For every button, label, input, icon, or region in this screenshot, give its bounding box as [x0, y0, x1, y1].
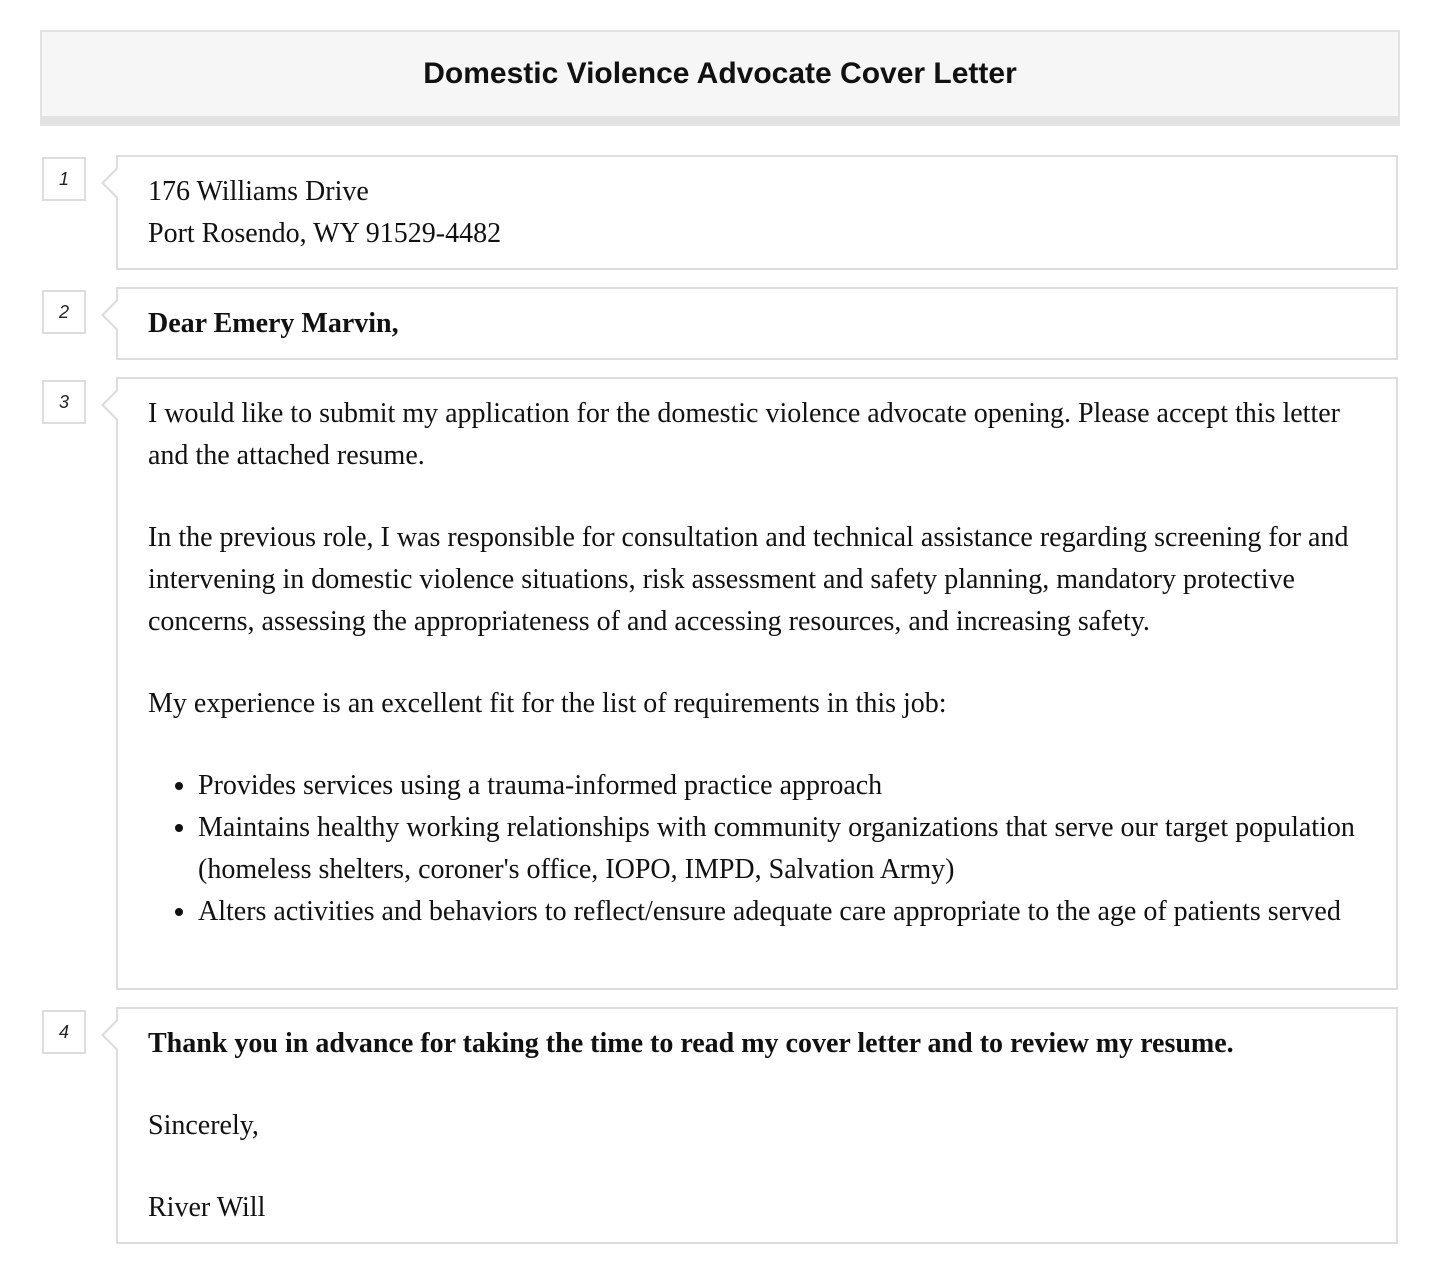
closing-statement: Thank you in advance for taking the time to read my cover letter and to review my resume. — [148, 1028, 1234, 1059]
document-title-bar — [40, 30, 1400, 126]
address-line-2: Port Rosendo, WY 91529-4482 — [148, 218, 502, 249]
address-section — [116, 155, 1398, 270]
paragraph-spacer — [148, 477, 1366, 517]
signature-name: River Will — [148, 1192, 266, 1223]
paragraph-spacer — [148, 1065, 1366, 1105]
body-section — [116, 377, 1398, 990]
salutation-section — [116, 287, 1398, 360]
section-number-1: 1 — [42, 157, 86, 201]
requirements-list — [148, 765, 1366, 933]
closing-section — [116, 1007, 1398, 1244]
section-number-3: 3 — [42, 380, 86, 424]
section-number-4: 4 — [42, 1010, 86, 1054]
body-paragraph-2: In the previous role, I was responsible for consultation and technical assistance regarding screening for and intervening in domestic violence situations, risk assessment and safety planning, mandatory protective concerns, assessing the appropriateness of and accessing resources, and increasing safety. — [148, 522, 1349, 637]
list-item: • Provides services using a trauma-informed practice approach — [198, 765, 1366, 807]
list-item: • Alters activities and behaviors to reflect/ensure adequate care appropriate to the age of patients served — [198, 891, 1366, 933]
salutation: Dear Emery Marvin, — [148, 308, 399, 339]
list-item: • Maintains healthy working relationships with community organizations that serve our target population (homeless shelters, coroner's office, IOPO, IMPD, Salvation Army) — [198, 807, 1366, 891]
paragraph-spacer — [148, 643, 1366, 683]
body-paragraph-3: My experience is an excellent fit for the list of requirements in this job: — [148, 688, 947, 719]
paragraph-spacer — [148, 725, 1366, 765]
paragraph-spacer — [148, 1147, 1366, 1187]
body-paragraph-1: I would like to submit my application for the domestic violence advocate opening. Please accept this letter and the attached resume. — [148, 398, 1340, 471]
section-number-2: 2 — [42, 290, 86, 334]
address-line-1: 176 Williams Drive — [148, 176, 369, 207]
document-title: Domestic Violence Advocate Cover Letter — [423, 57, 1017, 90]
sign-off: Sincerely, — [148, 1110, 259, 1141]
